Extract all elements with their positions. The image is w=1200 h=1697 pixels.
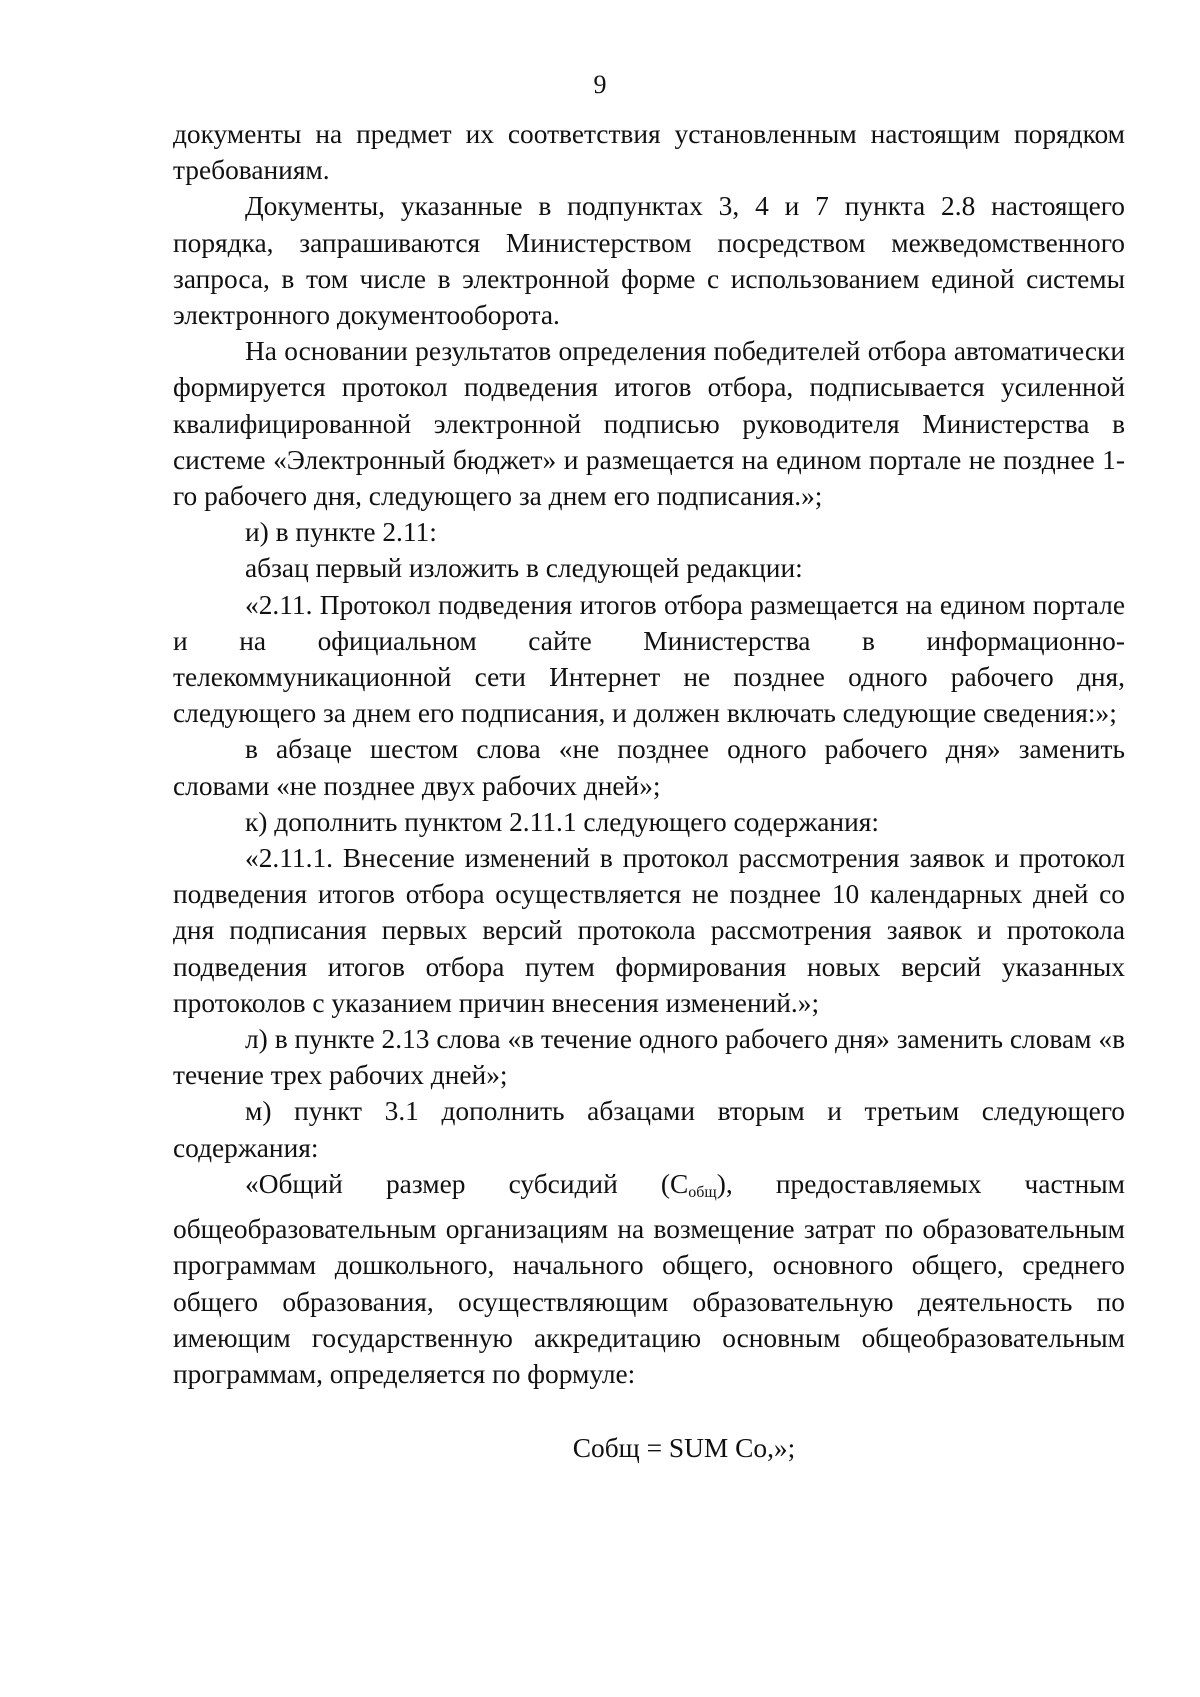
paragraph-sixth-abzac: в абзаце шестом слова «не позднее одного рабочего дня» заменить словами «не позднее двух рабочих дней»; — [173, 734, 1125, 801]
paragraph-protocol-signing: На основании результатов определения победителей отбора автоматически формируется протокол подведения итогов отбора, подписывается усиленной квалифицированной электронной подписью руководителя Министерства в системе «Электронный бюджет» и размещается на едином портале не позднее 1-го рабочего дня, следующего за днем его подписания.»; — [173, 336, 1125, 512]
subsidy-lead-text: «Общий размер субсидий (С — [245, 1168, 689, 1199]
subsidy-subscript: общ — [688, 1183, 717, 1201]
paragraph-item-m: м) пункт 3.1 дополнить абзацами вторым и третьим следующего содержания: — [173, 1096, 1125, 1163]
page-number: 9 — [593, 70, 607, 99]
paragraph-item-l: л) в пункте 2.13 слова «в течение одного рабочего дня» заменить словам «в течение трех рабочих дней»; — [173, 1024, 1125, 1091]
formula: Собщ = SUM Со,»; — [572, 1433, 796, 1464]
document-body — [173, 116, 1125, 1466]
paragraph-2-11-1: «2.11.1. Внесение изменений в протокол рассмотрения заявок и протокол подведения итогов отбора осуществляется не позднее 10 календарных дней со дня подписания первых версий протокола рассмотрения заявок и протокола подведения итогов отбора путем формирования новых версий указанных протоколов с указанием причин внесения изменений.»; — [173, 843, 1125, 1018]
paragraph-item-i: и) в пункте 2.11: — [245, 517, 437, 548]
subsidy-rest-text: ), предоставляемых частным общеобразовательным организациям на возмещение затрат по образовательным программам дошкольного, начального общего, основного общего, среднего общего образования, осуществляющим образовательную деятельность по имеющим государственную аккредитацию основным общеобразовательным программам, определяется по формуле: — [173, 1168, 1125, 1389]
paragraph-item-k: к) дополнить пунктом 2.11.1 следующего содержания: — [245, 806, 879, 837]
paragraph-continuation: документы на предмет их соответствия установленным настоящим порядком требованиям. — [173, 119, 1125, 186]
paragraph-subsidy-size — [173, 1166, 1125, 1392]
paragraph-documents-request: Документы, указанные в подпунктах 3, 4 и 7 пункта 2.8 настоящего порядка, запрашиваются Министерством посредством межведомственного запроса, в том числе в электронной форме с использованием единой системы электронного документооборота. — [173, 191, 1125, 331]
paragraph-first-abzac: абзац первый изложить в следующей редакции: — [245, 553, 803, 584]
paragraph-2-11: «2.11. Протокол подведения итогов отбора размещается на едином портале и на официальном сайте Министерства в информационно-телекоммуникационной сети Интернет не позднее одного рабочего дня, следующего за днем его подписания, и должен включать следующие сведения:»; — [173, 589, 1125, 729]
